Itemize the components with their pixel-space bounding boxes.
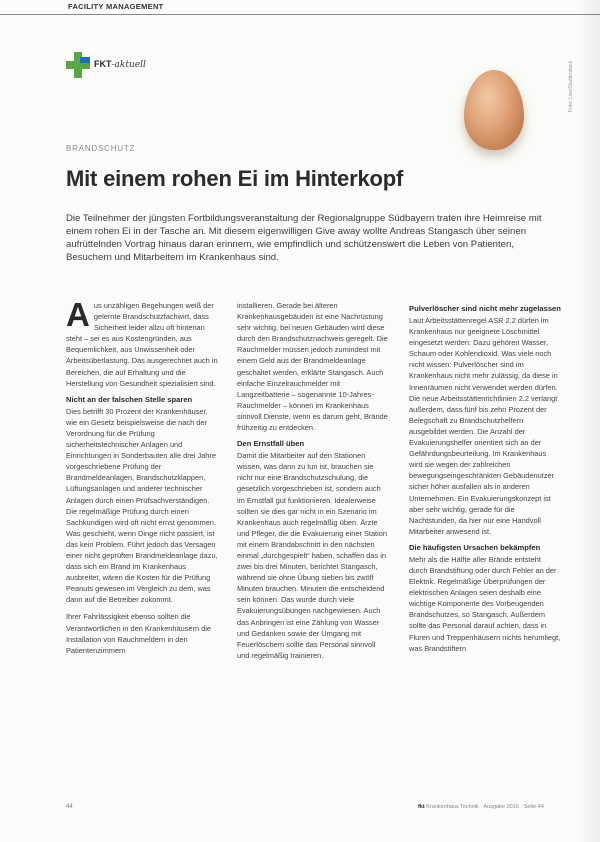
paragraph: Aus unzähligen Begehungen weiß der gelernte Brandschutzfachwirt, dass Sicherheit leider allzu oft hintenan steht – sei es aus Kostengründen, aus Bequemlichkeit, aus Unwissenheit oder Arbeitsüberlastung. Das ausgerechnet auch in Bereichen, die auf Erhaltung und die Herstellung von Gesundheit spezialisiert sind. (66, 296, 218, 388)
paragraph: Damit die Mitarbeiter auf den Stationen wissen, was dann zu tun ist, brauchen sie nicht nur eine Brandschutzschulung, die gesetzlich vorgeschrieben ist, sondern auch im Ernstfall gut funktionieren. Idealerweise sollten sie dies gar nicht in ein Szenario im Krankenhaus auch regelmäßig üben. Ärzte und Pfleger, die die Evakuierung einer Station mit einem Brandabschnitt in den nächsten einmal „durchgespielt“ haben, schaffen das in zwei bis drei Minuten, berichtet Stangasch, während sie ohne Übung sieben bis zwölf Minuten brauchen. Minuten die entscheidend sein können. Das wurde durch viele Evakuierungsübungen nachgewiesen. Auch das Anbringen ist eine Zählung von Wasser und Gedanken sowie der Umgang mit Feuerlöschern sollte das Personal sinnvoll und regelmäßig trainieren. (237, 451, 387, 660)
page-number: 44 (66, 804, 73, 810)
text-column-1 (66, 296, 218, 662)
subheading: Den Ernstfall üben (237, 439, 305, 449)
paragraph: Mehr als die Hälfte aller Brände entsteht durch Brandstiftung oder durch Fehler an der Elektrik. Regelmäßige Überprüfungen der elektrischen Anlagen seien deshalb eine wichtige Komponente des Vorbeugenden Brandschutzes, so Stangasch. Außerdem sollte das Personal darauf achten, dass in Fluren und Treppenhäusern nichts herumliegt, was Brandstiftern (409, 554, 561, 653)
logo-main: FKT (94, 59, 112, 69)
logo-text (94, 59, 146, 70)
subheading: Die häufigsten Ursachen bekämpfen (409, 542, 541, 552)
paragraph: Laut Arbeitsstättenregel ASR 2.2 dürfen im Krankenhaus nur geeignete Löschmittel eingesetzt werden: Dazu gehören Wasser, Schaum oder Kohlendioxid. Was viele noch nicht wissen: Pulverlöscher sind im Krankenhaus nicht mehr zulässig, da diese in Innenräumen nicht verwendet werden dürfen. Die neue Arbeitsstättenrichtlinien 2.2 verlangt außerdem, dass fünf bis zehn Prozent der Belegschaft zu Brandschutzhelfern ausgebildet werden. Die Anzahl der Evakuierungshelfer orientiert sich an der Gefährdungsbeurteilung. Im Krankenhaus wird sie wegen der zahlreichen bewegungseingeschränkten Gebäudenutzer sicher höher ausfallen als in anderen Unternehmen. Ein Evakuierungskonzept ist aber sehr wichtig, gerade für die Nachtstunden, da hier nur eine Handvoll Mitarbeiter anwesend ist. (409, 316, 558, 536)
section-label: FACILITY MANAGEMENT (68, 2, 164, 11)
paragraph: installieren. Gerade bei älteren Krankenhausgebäuden ist eine Nachrüstung sehr wichtig, bei neuen Gebäuden wird diese durch den Brandschutznachweis geregelt. Die Rauchmelder müssen jedoch zumindest mit einem Geld aus der Brandmeldeanlage geschaltet werden, erklärte Stangasch. Auch einfache Einzelrauchmelder mit Langzeitbatterie – sogenannte 10-Jahres-Rauchmelder – können im Krankenhaus sinnvoll Dienste, wenn es darum geht, Brände frühzeitig zu entdecken. (237, 301, 388, 433)
photo-credit: Foto: Lisa/Shutterstock (568, 60, 574, 112)
text-column-2 (237, 300, 389, 667)
fkt-cross-logo-icon (66, 52, 90, 78)
article-title: Mit einem rohen Ei im Hinterkopf (66, 166, 404, 191)
text-column-3 (409, 300, 561, 660)
header-rule (0, 14, 600, 15)
drop-cap: A (66, 296, 90, 333)
logo-script: -aktuell (111, 60, 146, 70)
article-kicker: BRANDSCHUTZ (66, 144, 136, 153)
page-edge-shadow (578, 0, 600, 842)
paragraph: Dies betrifft 30 Prozent der Krankenhäuser, wie ein Gesetz beispielsweise die nach der Verordnung für die Prüfung sicherheitstechnischer Anlagen und Einrichtungen in Sonderbauten alle drei Jahre vorgeschriebene Prüfung der Brandmeldeanlagen, Brandschutzklappen, Lüftungsanlagen und anderer technischer Anlagen durch einen Prüfsachverständigen. Die regelmäßige Prüfung durch einen Sachkundigen wird oft nicht ernst genommen. Was geschieht, wenn Dinge nicht passiert, ist das kein Problem. Führt jedoch das Versagen einer nicht geprüften Brandmeldeanlage dazu, dass sich ein Brand im Krankenhaus ausbreitet, wären die Kosten für die Prüfung Peanuts gewesen im Vergleich zu dem, was dann auf die Betreiber zukommt. (66, 406, 218, 605)
subheading: Nicht an der falschen Stelle sparen (66, 394, 193, 404)
journal-footer (418, 804, 544, 810)
subheading: Pulverlöscher sind nicht mehr zugelassen (409, 304, 561, 313)
paragraph: Ihrer Fahrlässigkeit ebenso sollten die Verantwortlichen in den Krankenhäusern die Installation von Rauchmeldern in den Patientenzimmern (66, 612, 212, 655)
journal-brand: fkt (418, 804, 425, 810)
article-lead: Die Teilnehmer der jüngsten Fortbildungsveranstaltung der Regionalgruppe Südbayern traten ihre Heimreise mit einem rohen Ei in der Tasche an. Mit diesem eigenwilligen Give away wollte Andreas Stangasch über seinen aufrüttelnden Vortrag hinaus daran erinnern, wie empfindlich und schützenswert die Leben von Patienten, Besuchern und Mitarbeitern im Krankenhaus sind. (66, 213, 542, 263)
journal-info: Krankenhaus Technik · Ausgabe 2016 · Seite 44 (426, 804, 544, 810)
egg-image (464, 70, 524, 150)
